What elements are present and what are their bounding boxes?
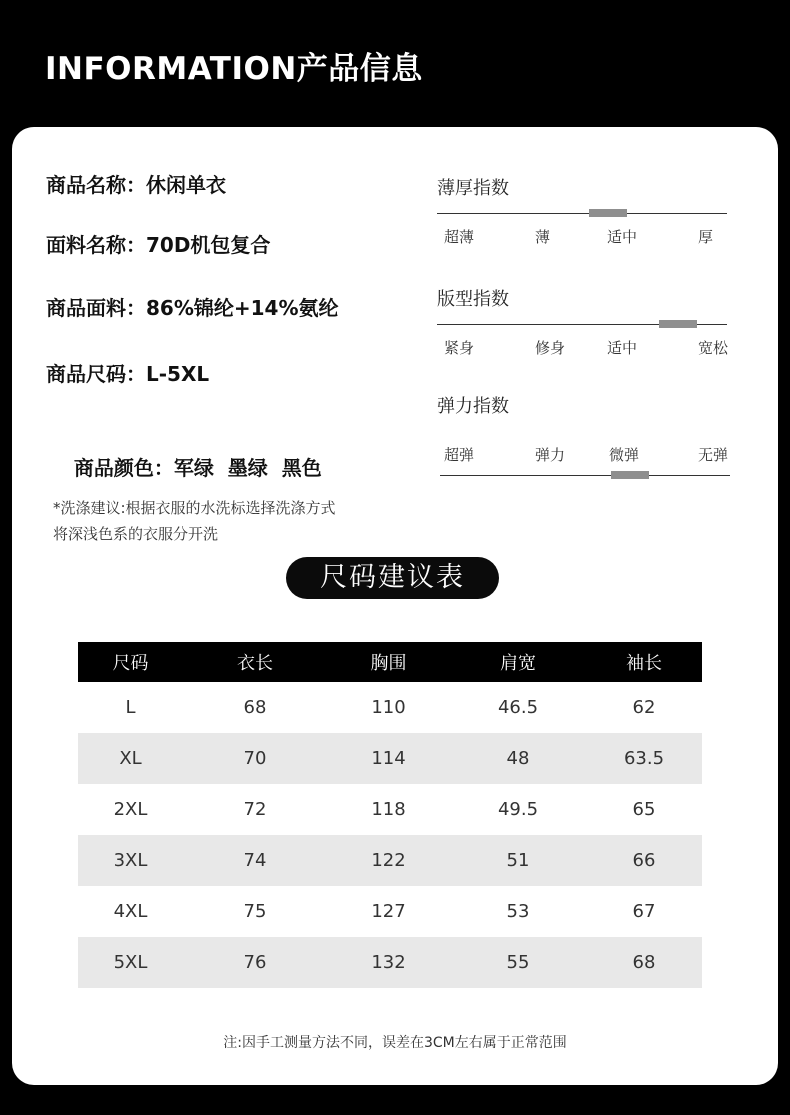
- scale-line: [437, 213, 727, 214]
- table-cell: 51: [450, 835, 586, 886]
- info-value: 军绿 墨绿 黑色: [173, 456, 322, 480]
- table-cell: 118: [371, 799, 406, 820]
- column-header: 肩宽: [450, 642, 586, 682]
- scale-label: 薄: [535, 228, 551, 246]
- column-header: 衣长: [183, 642, 327, 682]
- scale-line: [440, 475, 730, 476]
- size-chart-title: 尺码建议表: [286, 557, 499, 599]
- scale-title: 薄厚指数: [437, 178, 509, 199]
- info-colon: ：: [126, 362, 146, 386]
- scale-label: 厚: [698, 228, 714, 246]
- table-cell: 4XL: [113, 901, 148, 922]
- table-cell: 62: [632, 697, 656, 718]
- table-cell: 76: [183, 937, 327, 988]
- table-cell: 132: [327, 937, 450, 988]
- scale-label: 微弹: [609, 446, 640, 464]
- info-row-size: [46, 359, 209, 389]
- column-header: 袖长: [586, 642, 702, 682]
- info-card: [12, 127, 778, 1085]
- table-cell: L: [125, 697, 136, 718]
- scale-label: 修身: [535, 339, 566, 357]
- table-cell: 68: [586, 937, 702, 988]
- table-cell: XL: [78, 733, 183, 784]
- info-value: L-5XL: [146, 362, 210, 386]
- scale-marker: [611, 471, 649, 479]
- table-row: [78, 733, 702, 784]
- wash-note-line1: *洗涤建议:根据衣服的水洗标选择洗涤方式: [53, 499, 336, 517]
- info-colon: ：: [153, 456, 174, 480]
- table-cell: 72: [243, 799, 267, 820]
- column-header: 胸围: [327, 642, 450, 682]
- info-row-name: [46, 170, 226, 200]
- info-label: 商品面料: [46, 296, 126, 320]
- info-label: 商品名称: [46, 173, 126, 197]
- table-cell: 122: [327, 835, 450, 886]
- table-row: [78, 682, 702, 733]
- table-cell: 46.5: [497, 697, 539, 718]
- info-colon: ：: [126, 233, 146, 257]
- scale-label: 宽松: [698, 339, 729, 357]
- info-value: 休闲单衣: [146, 173, 226, 197]
- table-cell: 5XL: [78, 937, 183, 988]
- info-value: 86%锦纶+14%氨纶: [146, 296, 339, 320]
- table-row: [78, 835, 702, 886]
- column-header: 尺码: [78, 642, 183, 682]
- table-cell: 110: [371, 697, 406, 718]
- info-row-fabric: [46, 293, 339, 323]
- scale-label: 超弹: [444, 446, 475, 464]
- table-cell: 65: [632, 799, 656, 820]
- info-row-fabric-name: [46, 230, 270, 260]
- elasticity-scale: [437, 394, 737, 494]
- scale-label: 弹力: [535, 446, 566, 464]
- table-cell: 49.5: [497, 799, 539, 820]
- scale-label: 适中: [607, 228, 638, 246]
- wash-note-line2: 将深浅色系的衣服分开洗: [53, 525, 219, 543]
- scale-title: 版型指数: [437, 289, 509, 310]
- info-label: 商品颜色: [73, 456, 154, 480]
- table-row: [78, 886, 702, 937]
- scale-title: 弹力指数: [437, 396, 509, 417]
- scale-label: 超薄: [444, 228, 475, 246]
- table-cell: 70: [183, 733, 327, 784]
- table-cell: 63.5: [586, 733, 702, 784]
- table-cell: 68: [243, 697, 267, 718]
- table-cell: 55: [450, 937, 586, 988]
- scale-marker: [659, 320, 697, 328]
- table-cell: 67: [632, 901, 656, 922]
- page-title: INFORMATION产品信息: [45, 51, 423, 87]
- scale-label: 无弹: [698, 446, 729, 464]
- info-label: 面料名称: [46, 233, 126, 257]
- table-row: [78, 784, 702, 835]
- table-cell: 75: [243, 901, 267, 922]
- table-header-row: [78, 642, 702, 682]
- measurement-note: 注:因手工测量方法不同，误差在3CM左右属于正常范围: [223, 1035, 567, 1051]
- scale-label: 适中: [607, 339, 638, 357]
- table-cell: 114: [327, 733, 450, 784]
- info-value: 70D机包复合: [146, 233, 271, 257]
- thickness-scale: [437, 176, 737, 276]
- table-cell: 3XL: [78, 835, 183, 886]
- table-cell: 53: [506, 901, 530, 922]
- table-row: [78, 937, 702, 988]
- info-colon: ：: [126, 296, 146, 320]
- table-cell: 48: [450, 733, 586, 784]
- table-cell: 66: [586, 835, 702, 886]
- table-cell: 2XL: [113, 799, 148, 820]
- info-colon: ：: [126, 173, 146, 197]
- scale-marker: [589, 209, 627, 217]
- table-cell: 127: [371, 901, 406, 922]
- info-label: 商品尺码: [46, 362, 126, 386]
- scale-label: 紧身: [444, 339, 475, 357]
- table-cell: 74: [183, 835, 327, 886]
- fit-scale: [437, 287, 737, 387]
- size-table: [78, 642, 702, 988]
